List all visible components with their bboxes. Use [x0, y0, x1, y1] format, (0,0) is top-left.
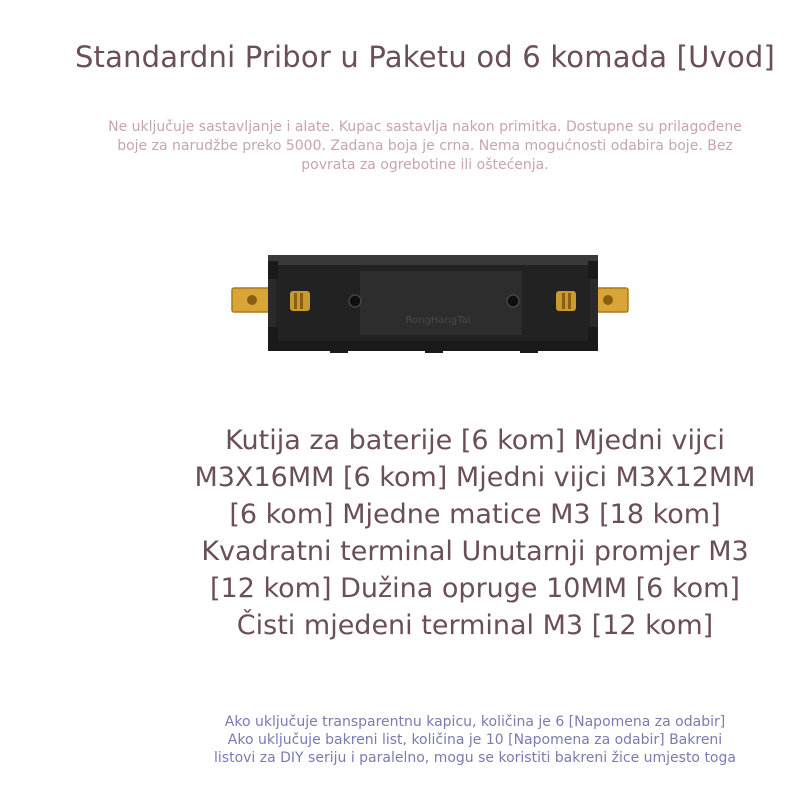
note-line: listovi za DIY seriju i paralelno, mogu se koristiti bakreni žice umjesto toga [214, 750, 736, 766]
contents-line: Čisti mjedeni terminal M3 [12 kom] [236, 610, 714, 641]
contents-line: Kutija za baterije [6 kom] Mjedni vijci [225, 425, 725, 456]
selection-notes [150, 713, 800, 767]
package-contents [150, 422, 800, 644]
contents-line: [6 kom] Mjedne matice M3 [18 kom] [229, 499, 721, 530]
note-line: Ako uključuje bakreni list, količina je 10 [Napomena za odabir] Bakreni [227, 732, 723, 748]
contents-line: Kvadratni terminal Unutarnji promjer M3 [201, 536, 749, 567]
page-title: Standardni Pribor u Paketu od 6 komada [Uvod] [74, 40, 776, 74]
battery-holder-illustration [210, 235, 650, 375]
contents-line: [12 kom] Dužina opruge 10MM [6 kom] [210, 573, 740, 604]
holder-body [268, 255, 598, 353]
embossed-brand-text: RongHangTai [405, 315, 471, 326]
product-image [210, 235, 650, 375]
contents-line: M3X16MM [6 kom] Mjedni vijci M3X12MM [194, 462, 756, 493]
note-line: Ako uključuje transparentnu kapicu, količina je 6 [Napomena za odabir] [224, 714, 726, 730]
disclaimer-text: Ne uključuje sastavljanje i alate. Kupac sastavlja nakon primitka. Dostupne su prilagođene boje za narudžbe preko 5000. Zadana boja je crna. Nema mogućnosti odabira boje. Bez povrata za ogrebotine ili oštećenja. [108, 119, 742, 173]
